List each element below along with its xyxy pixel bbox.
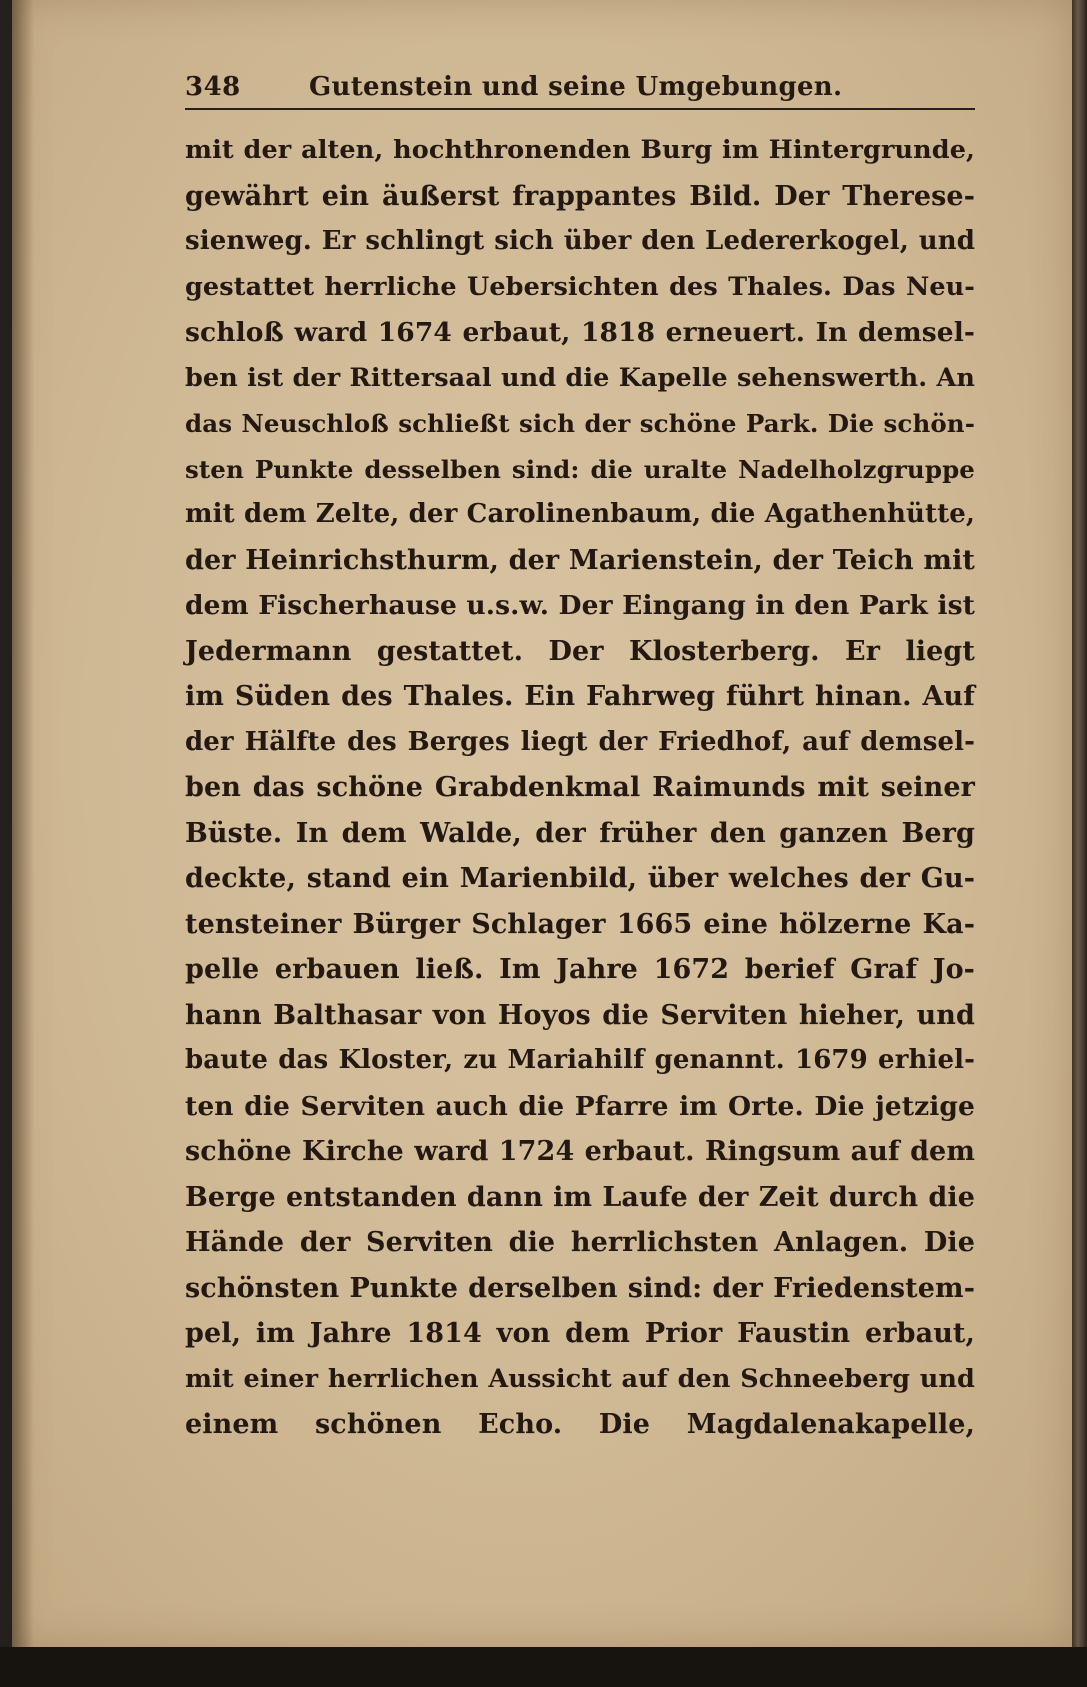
text-line: Büste. In dem Walde, der früher den ganzen Berg — [185, 817, 975, 849]
text-line: ben das schöne Grabdenkmal Raimunds mit seiner — [185, 772, 975, 803]
text-line: sienweg. Er schlingt sich über den Ledererkogel, und — [185, 226, 975, 256]
text-line: hann Balthasar von Hoyos die Serviten hieher, und — [185, 999, 975, 1031]
text-line: baute das Kloster, zu Mariahilf genannt. 1679 erhiel- — [185, 1045, 975, 1075]
text-line: mit einer herrlichen Aussicht auf den Schneeberg und — [185, 1363, 975, 1394]
text-line: sten Punkte desselben sind: die uralte Nadelholzgruppe — [185, 454, 975, 484]
text-line: gestattet herrliche Uebersichten des Thales. Das Neu- — [185, 271, 975, 302]
text-line: der Heinrichsthurm, der Marienstein, der Teich mit — [185, 544, 975, 576]
text-line: Jedermann gestattet. Der Klosterberg. Er liegt — [185, 635, 975, 667]
text-line: der Hälfte des Berges liegt der Friedhof, auf demsel- — [185, 726, 975, 757]
text-line: gewährt ein äußerst frappantes Bild. Der Therese- — [185, 180, 975, 212]
text-line: ben ist der Rittersaal und die Kapelle sehenswerth. An — [185, 362, 975, 393]
text-line: schöne Kirche ward 1724 erbaut. Ringsum auf dem — [185, 1136, 975, 1167]
text-line: deckte, stand ein Marienbild, über welches der Gu- — [185, 863, 975, 894]
text-line: pel, im Jahre 1814 von dem Prior Faustin erbaut, — [185, 1318, 975, 1349]
text-line: tensteiner Bürger Schlager 1665 eine hölzerne Ka- — [185, 908, 975, 940]
page-header — [185, 72, 975, 112]
header-rule — [185, 108, 975, 110]
text-line: im Süden des Thales. Ein Fahrweg führt hinan. Auf — [185, 681, 975, 712]
gutter-shadow — [12, 0, 34, 1647]
text-line: Berge entstanden dann im Laufe der Zeit durch die — [185, 1181, 975, 1213]
text-line: Hände der Serviten die herrlichsten Anlagen. Die — [185, 1227, 975, 1258]
scan-bottom-edge — [0, 1647, 1087, 1687]
text-line: schloß ward 1674 erbaut, 1818 erneuert. In demsel- — [185, 317, 975, 348]
text-line: ten die Serviten auch die Pfarre im Orte. Die jetzige — [185, 1090, 975, 1122]
text-line: pelle erbauen ließ. Im Jahre 1672 berief Graf Jo- — [185, 954, 975, 985]
text-line: dem Fischerhause u.s.w. Der Eingang in den Park ist — [185, 590, 975, 621]
text-line: mit der alten, hochthronenden Burg im Hintergrunde, — [185, 135, 975, 165]
running-title: Gutenstein und seine Umgebungen. — [309, 72, 843, 102]
text-line: einem schönen Echo. Die Magdalenakapelle, — [185, 1409, 975, 1440]
page-number: 348 — [185, 72, 241, 102]
body-text — [185, 128, 975, 1458]
text-line: das Neuschloß schließt sich der schöne Park. Die schön- — [185, 409, 975, 438]
text-line: schönsten Punkte derselben sind: der Friedenstem- — [185, 1272, 975, 1304]
adjacent-page-edge — [1072, 0, 1087, 1687]
text-line: mit dem Zelte, der Carolinenbaum, die Agathenhütte, — [185, 499, 975, 529]
